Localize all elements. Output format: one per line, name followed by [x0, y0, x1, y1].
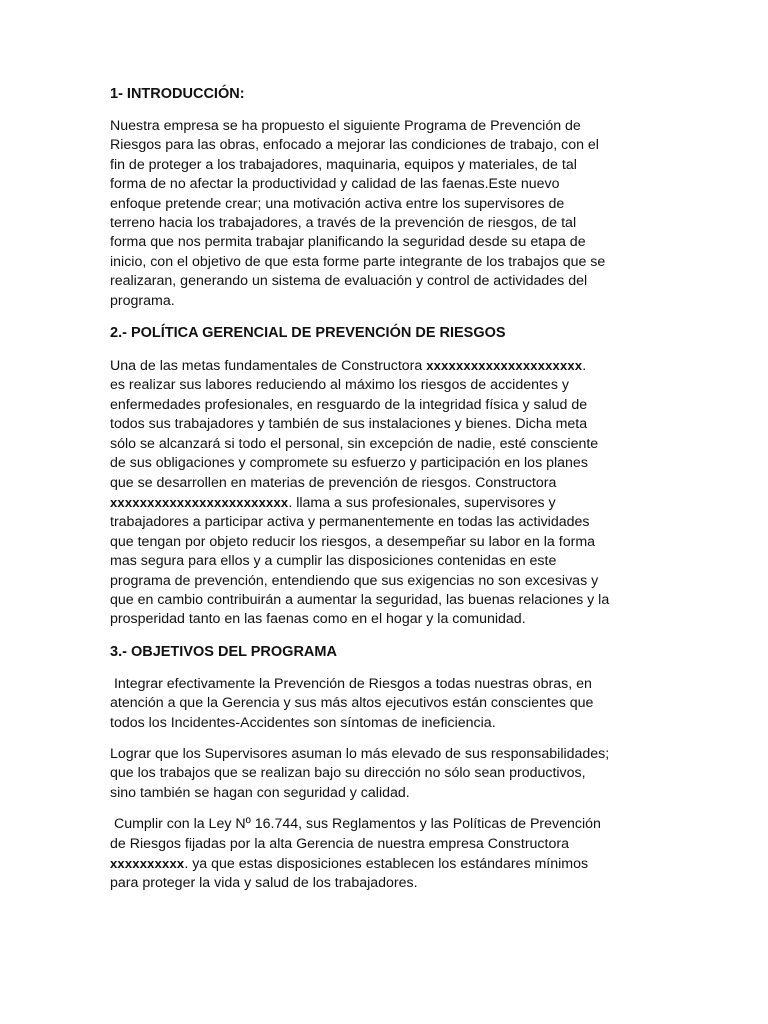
text-line: todos sus trabajadores y también de sus instalaciones y bienes. Dicha meta — [110, 416, 588, 433]
text-line: Nuestra empresa se ha propuesto el siguiente Programa de Prevención de — [110, 118, 581, 134]
section-2-heading: 2.- POLÍTICA GERENCIAL DE PREVENCIÓN DE RIESGOS — [110, 325, 506, 342]
text-line: terreno hacia los trabajadores, a través de la prevención de riesgos, de tal — [110, 215, 577, 232]
text-line: todos los Incidentes-Accidentes son síntomas de ineficiencia. — [110, 714, 496, 731]
text-line: fin de proteger a los trabajadores, maquinaria, equipos y materiales, de tal — [110, 156, 577, 173]
text-line: atención a que la Gerencia y sus más altos ejecutivos están conscientes que — [110, 695, 594, 712]
text-line: prosperidad tanto en las faenas como en el hogar y la comunidad. — [110, 611, 526, 628]
text-line: mas segura para ellos y a cumplir las disposiciones contenidas en este — [110, 553, 557, 570]
text-line: de Riesgos fijadas por la alta Gerencia de nuestra empresa Constructora — [110, 835, 569, 852]
text-line: que tengan por objeto reducir los riesgos, a desempeñar su labor en la forma — [110, 533, 596, 550]
text-line — [110, 356, 658, 376]
text-line: programa. — [110, 292, 175, 309]
text-line: enfoque pretende crear; una motivación activa entre los supervisores de — [110, 195, 565, 212]
text-line: trabajadores a participar activa y permanentemente en todas las actividades — [110, 514, 590, 531]
text-line: para proteger la vida y salud de los trabajadores. — [110, 875, 418, 892]
section-1-heading: 1- INTRODUCCIÓN: — [110, 86, 245, 102]
text-line: sino también se hagan con seguridad y calidad. — [110, 784, 410, 801]
text-line: enfermedades profesionales, en resguardo de la integridad física y salud de — [110, 396, 588, 413]
redacted-company-name: xxxxxxxxxxxxxxxxxxxxxxxx — [110, 494, 289, 510]
document-page — [110, 84, 658, 906]
text-fragment: . ya que estas disposiciones establecen los estándares mínimos — [184, 856, 589, 872]
text-line: sólo se alcanzará si todo el personal, sin excepción de nadie, esté consciente — [110, 435, 599, 452]
text-line — [110, 854, 658, 874]
text-fragment: . llama a sus profesionales, supervisores y — [288, 494, 556, 511]
text-line: que se desarrollen en materias de prevención de riesgos. Constructora — [110, 474, 557, 491]
text-line: Cumplir con la Ley Nº 16.744, sus Reglamentos y las Políticas de Prevención — [110, 816, 601, 833]
text-line: programa de prevención, entendiendo que sus exigencias no son excesivas y — [110, 572, 599, 589]
objective-paragraph-3 — [110, 815, 658, 894]
text-line: forma de no afectar la productividad y calidad de las faenas.Este nuevo — [110, 176, 560, 193]
text-fragment: Una de las metas fundamentales de Constructora — [110, 358, 427, 375]
text-line: Lograr que los Supervisores asuman lo más elevado de sus responsabilidades; — [110, 745, 610, 762]
objective-paragraph-1 — [110, 675, 658, 733]
text-line: es realizar sus labores reduciendo al máximo los riesgos de accidentes y — [110, 377, 569, 394]
text-line: que en cambio contribuirán a aumentar la seguridad, las buenas relaciones y la — [110, 591, 610, 608]
text-line: Riesgos para las obras, enfocado a mejorar las condiciones de trabajo, con el — [110, 137, 599, 154]
policy-paragraph — [110, 356, 658, 630]
redacted-company-name: xxxxxxxxxx — [110, 856, 185, 871]
text-line — [110, 493, 658, 513]
text-line: que los trabajos que se realizan bajo su dirección no sólo sean productivos, — [110, 765, 586, 782]
text-line: Integrar efectivamente la Prevención de Riesgos a todas nuestras obras, en — [110, 675, 592, 692]
text-line: de sus obligaciones y compromete su esfuerzo y participación en los planes — [110, 455, 588, 472]
objective-paragraph-2 — [110, 745, 658, 803]
redacted-company-name: xxxxxxxxxxxxxxxxxxxxx — [426, 358, 583, 374]
text-line: realizaran, generando un sistema de evaluación y control de actividades del — [110, 273, 588, 290]
text-fragment: . — [582, 358, 587, 375]
section-3-heading: 3.- OBJETIVOS DEL PROGRAMA — [110, 643, 337, 660]
intro-paragraph — [110, 117, 658, 311]
text-line: inicio, con el objetivo de que esta forme parte integrante de los trabajos que se — [110, 253, 606, 270]
text-line: forma que nos permita trabajar planificando la seguridad desde su etapa de — [110, 234, 586, 251]
